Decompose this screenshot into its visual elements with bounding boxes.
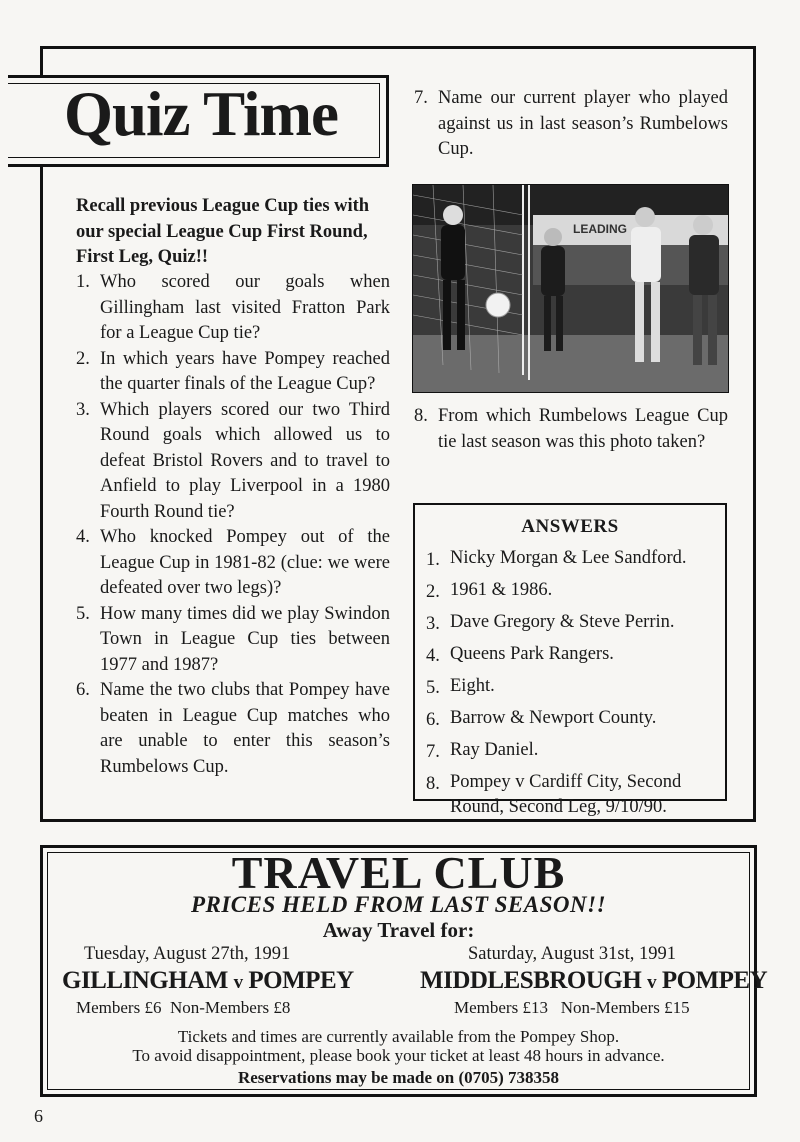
answer-6 [426,706,724,735]
answer-number: 6. [426,710,440,730]
travel-club-title: TRAVEL CLUB [231,847,566,898]
question-text: Who knocked Pompey out of the League Cup in 1981-82 (clue: we were defeated over two legs)? [100,527,390,598]
question-list [76,270,390,780]
match-1-members-price: Members £6 [76,998,162,1017]
tickets-info: Tickets and times are currently available from the Pompey Shop. [177,1027,620,1046]
question-8 [414,404,728,455]
travel-club-subtitle: PRICES HELD FROM LAST SEASON!! [190,892,607,917]
answer-1 [426,546,724,575]
match-1-fixture [62,967,354,995]
answer-2 [426,578,724,607]
answer-3 [426,610,724,639]
match-2-members-price: Members £13 [454,998,548,1017]
match-2-fixture [420,967,767,995]
match-1-home: GILLINGHAM [62,967,228,994]
question-number: 4. [76,527,90,547]
booking-advice: To avoid disappointment, please book your ticket at least 48 hours in advance. [132,1046,665,1065]
answer-text: Pompey v Cardiff City, Second Round, Second Leg, 9/10/90. [450,772,682,817]
reservations-phone: Reservations may be made on (0705) 738358 [237,1068,560,1087]
match-1-date: Tuesday, August 27th, 1991 [84,944,291,964]
question-number: 8. [414,406,428,426]
question-7 [414,86,728,163]
question-text: Which players scored our two Third Round goals which allowed us to defeat Bristol Rovers and to travel to Anfield to play Liverpool in a 1980 Fourth Round tie? [100,399,390,522]
answer-8 [426,770,724,820]
question-text: How many times did we play Swindon Town in League Cup ties between 1977 and 1987? [100,603,390,675]
answer-text: Dave Gregory & Steve Perrin. [450,612,675,632]
answer-text: Ray Daniel. [450,740,539,760]
answer-number: 5. [426,678,440,698]
answer-text: Barrow & Newport County. [450,708,657,728]
match-2-away: POMPEY [661,967,768,994]
answer-number: 1. [426,550,440,570]
answer-5 [426,674,724,703]
answers-heading: ANSWERS [521,516,619,537]
football-match-image [413,185,729,393]
question-number: 5. [76,603,90,624]
match-photo [412,184,729,393]
answer-7 [426,738,724,767]
question-1 [76,270,390,347]
answers-list [426,546,724,824]
advertising-hoarding-text: LEADING [573,222,627,236]
match-1-prices [76,998,290,1018]
match-1-away: POMPEY [248,967,354,994]
question-number: 6. [76,680,90,700]
answer-text: Eight. [450,676,495,696]
page-number: 6 [34,1106,43,1126]
question-number: 2. [76,348,90,369]
question-text: From which Rumbelows League Cup tie last season was this photo taken? [438,406,728,452]
question-number: 7. [414,88,428,108]
answer-text: Nicky Morgan & Lee Sandford. [450,548,687,568]
match-1-non-members-price: Non-Members £8 [169,998,291,1017]
answer-number: 3. [426,614,440,634]
quiz-intro: Recall previous League Cup ties with our special League Cup First Round, First Leg, Quiz!! [76,196,370,267]
answer-number: 8. [426,774,440,794]
match-2-home: MIDDLESBROUGH [420,967,642,994]
answer-number: 2. [426,582,440,602]
question-6 [76,678,390,780]
question-number: 1. [76,272,90,292]
answer-4 [426,642,724,671]
answer-number: 4. [426,646,440,666]
answer-number: 7. [426,742,440,762]
match-1-v: v [233,972,243,993]
question-text: Name our current player who played against us in last season’s Rumbelows Cup. [438,88,728,159]
match-2-v: v [647,972,657,993]
question-text: In which years have Pompey reached the quarter finals of the League Cup? [100,348,390,394]
match-2-date: Saturday, August 31st, 1991 [468,944,676,964]
question-5 [76,602,390,679]
question-number: 3. [76,399,90,420]
question-2 [76,347,390,398]
question-3 [76,398,390,526]
away-travel-heading: Away Travel for: [322,918,475,942]
question-4 [76,525,390,602]
question-text: Who scored our goals when Gillingham last visited Fratton Park for a League Cup tie? [100,272,390,343]
question-text: Name the two clubs that Pompey have beaten in League Cup matches who are unable to enter this season’s Rumbelows Cup. [100,680,390,777]
match-2-prices [454,998,690,1018]
quiz-title: Quiz Time [64,79,338,149]
answer-text: Queens Park Rangers. [450,644,614,664]
match-2-non-members-price: Non-Members £15 [560,998,690,1017]
answer-text: 1961 & 1986. [450,580,553,600]
